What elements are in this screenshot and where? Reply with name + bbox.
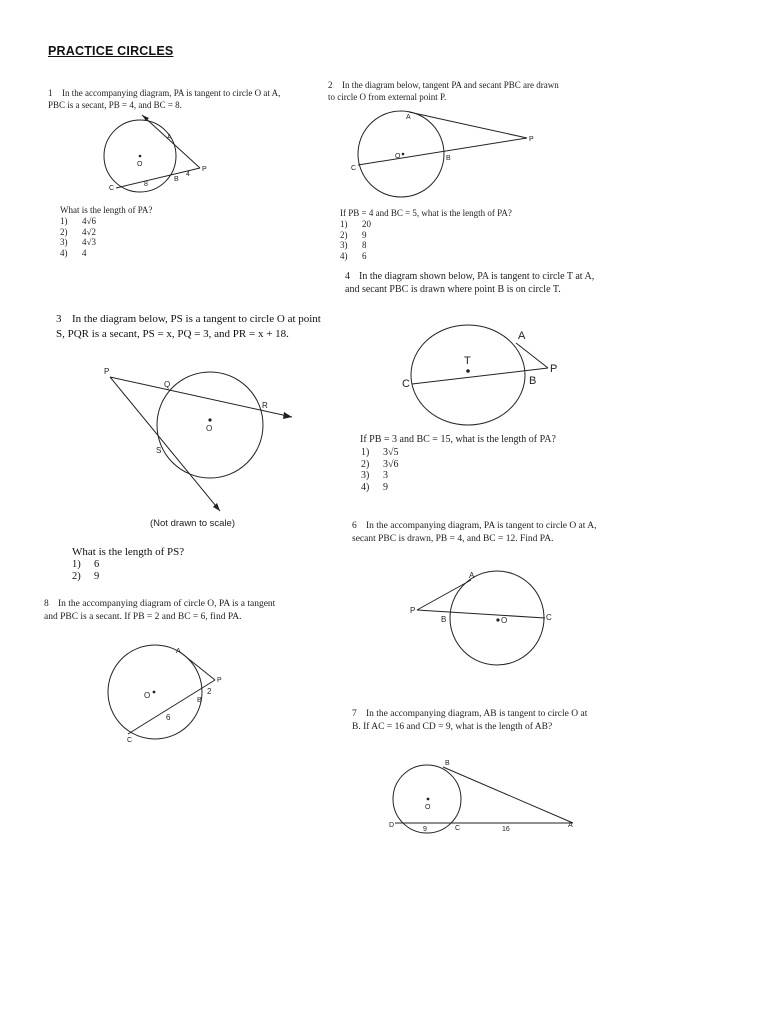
problem-statement: In the accompanying diagram of circle O, PA is a tangent and PBC is a secant. If PB = 2 and BC = 6, find PA. (44, 599, 276, 622)
label-p: P (550, 363, 558, 375)
problem-statement: In the accompanying diagram, PA is tangent to circle O at A, PBC is a secant, PB = 4, and BC = 8. (48, 88, 281, 110)
choice: 2) 4√2 (60, 226, 96, 237)
choice: 2) 9 (72, 571, 100, 582)
problem-3-note: (Not drawn to scale) (150, 518, 236, 529)
choice: 1) 20 (340, 219, 371, 229)
label-pb-length: 2 (207, 687, 212, 696)
label-c: C (127, 737, 133, 744)
label-d: D (389, 822, 395, 829)
problem-2-question: If PB = 4 and BC = 5, what is the length of PA? (340, 208, 512, 218)
label-t: T (464, 355, 471, 367)
problem-number: 7 (352, 709, 357, 719)
problem-statement: In the accompanying diagram, PA is tangent to circle O at A, secant PBC is drawn, PB = 4, and BC = 12. Find PA. (352, 521, 597, 544)
problem-1-choices (60, 216, 96, 258)
label-pb-length: 4 (186, 171, 190, 178)
label-a: A (406, 114, 411, 121)
problem-7-text (352, 708, 597, 734)
problem-8-diagram (100, 642, 240, 747)
choice: 4) 6 (340, 250, 367, 261)
label-b: B (529, 375, 537, 387)
label-a: A (568, 822, 573, 829)
label-p: P (529, 136, 534, 143)
problem-1-diagram (100, 108, 230, 198)
problem-3-choices (72, 559, 99, 589)
label-s: S (156, 446, 162, 455)
choice: 3) 3 (361, 470, 388, 481)
choice: 1) 3√5 (361, 447, 399, 458)
problem-3-diagram (100, 365, 300, 515)
label-b: B (197, 697, 202, 704)
choice: 1) 6 (72, 559, 100, 570)
label-q: Q (164, 380, 171, 389)
problem-number: 3 (56, 313, 62, 325)
page-title: PRACTICE CIRCLES (48, 44, 174, 58)
problem-4-question: If PB = 3 and BC = 15, what is the length of PA? (360, 434, 556, 445)
problem-8-text (44, 598, 284, 623)
label-o: O (395, 153, 401, 160)
problem-6-diagram (405, 570, 565, 670)
label-b: B (446, 155, 451, 162)
choice: 4) 9 (361, 481, 388, 493)
problem-6-text (352, 520, 602, 546)
label-c: C (546, 613, 552, 622)
problem-2-text (328, 79, 568, 103)
label-b: B (445, 760, 450, 767)
problem-3-text (56, 312, 331, 342)
label-o: O (425, 804, 431, 811)
label-a: A (469, 571, 475, 580)
problem-3-question: What is the length of PS? (72, 546, 185, 558)
choice: 2) 3√6 (361, 458, 399, 470)
label-c: C (109, 185, 115, 192)
choice: 2) 9 (340, 229, 367, 240)
problem-statement: In the diagram below, PS is a tangent to circle O at point S, PQR is a secant, PS = x, PQ = 3, and PR = x + 18. (56, 313, 321, 340)
problem-4-choices (361, 447, 399, 493)
problem-number: 1 (48, 88, 53, 98)
problem-statement: In the accompanying diagram, AB is tangent to circle O at B. If AC = 16 and CD = 9, what is the length of AB? (352, 709, 588, 732)
label-o: O (206, 424, 213, 433)
label-c: C (351, 165, 357, 172)
label-a: A (167, 134, 172, 141)
label-bc-length: 8 (144, 181, 148, 188)
label-bc-length: 6 (166, 713, 171, 722)
problem-1-question: What is the length of PA? (60, 205, 153, 215)
label-o: O (501, 616, 508, 625)
label-ca-length: 16 (502, 826, 510, 833)
label-r: R (262, 401, 268, 410)
label-p: P (202, 166, 207, 173)
problem-number: 2 (328, 80, 333, 90)
label-b: B (441, 615, 447, 624)
problem-number: 8 (44, 599, 49, 609)
problem-number: 6 (352, 521, 357, 531)
problem-number: 4 (345, 271, 350, 282)
choice: 4) 4 (60, 247, 87, 258)
choice: 3) 8 (340, 240, 367, 250)
choice: 1) 4√6 (60, 216, 96, 226)
label-o: O (137, 161, 143, 168)
problem-4-diagram (398, 320, 568, 430)
problem-statement: In the diagram shown below, PA is tangent to circle T at A, and secant PBC is drawn where point B is on circle T. (345, 271, 595, 295)
label-p: P (217, 677, 222, 684)
label-c: C (402, 378, 410, 390)
label-a: A (176, 648, 181, 655)
label-c: C (455, 825, 461, 832)
problem-7-diagram (385, 755, 585, 840)
label-p: P (410, 606, 416, 615)
choice: 3) 4√3 (60, 237, 96, 247)
label-a: A (518, 330, 526, 342)
problem-2-choices (340, 219, 371, 261)
label-p: P (104, 367, 110, 376)
problem-4-text (345, 270, 610, 296)
problem-2-diagram (345, 108, 545, 200)
problem-statement: In the diagram below, tangent PA and secant PBC are drawn to circle O from external point P. (328, 80, 559, 102)
label-o: O (144, 691, 151, 700)
label-b: B (174, 176, 179, 183)
label-dc-length: 9 (423, 826, 427, 833)
